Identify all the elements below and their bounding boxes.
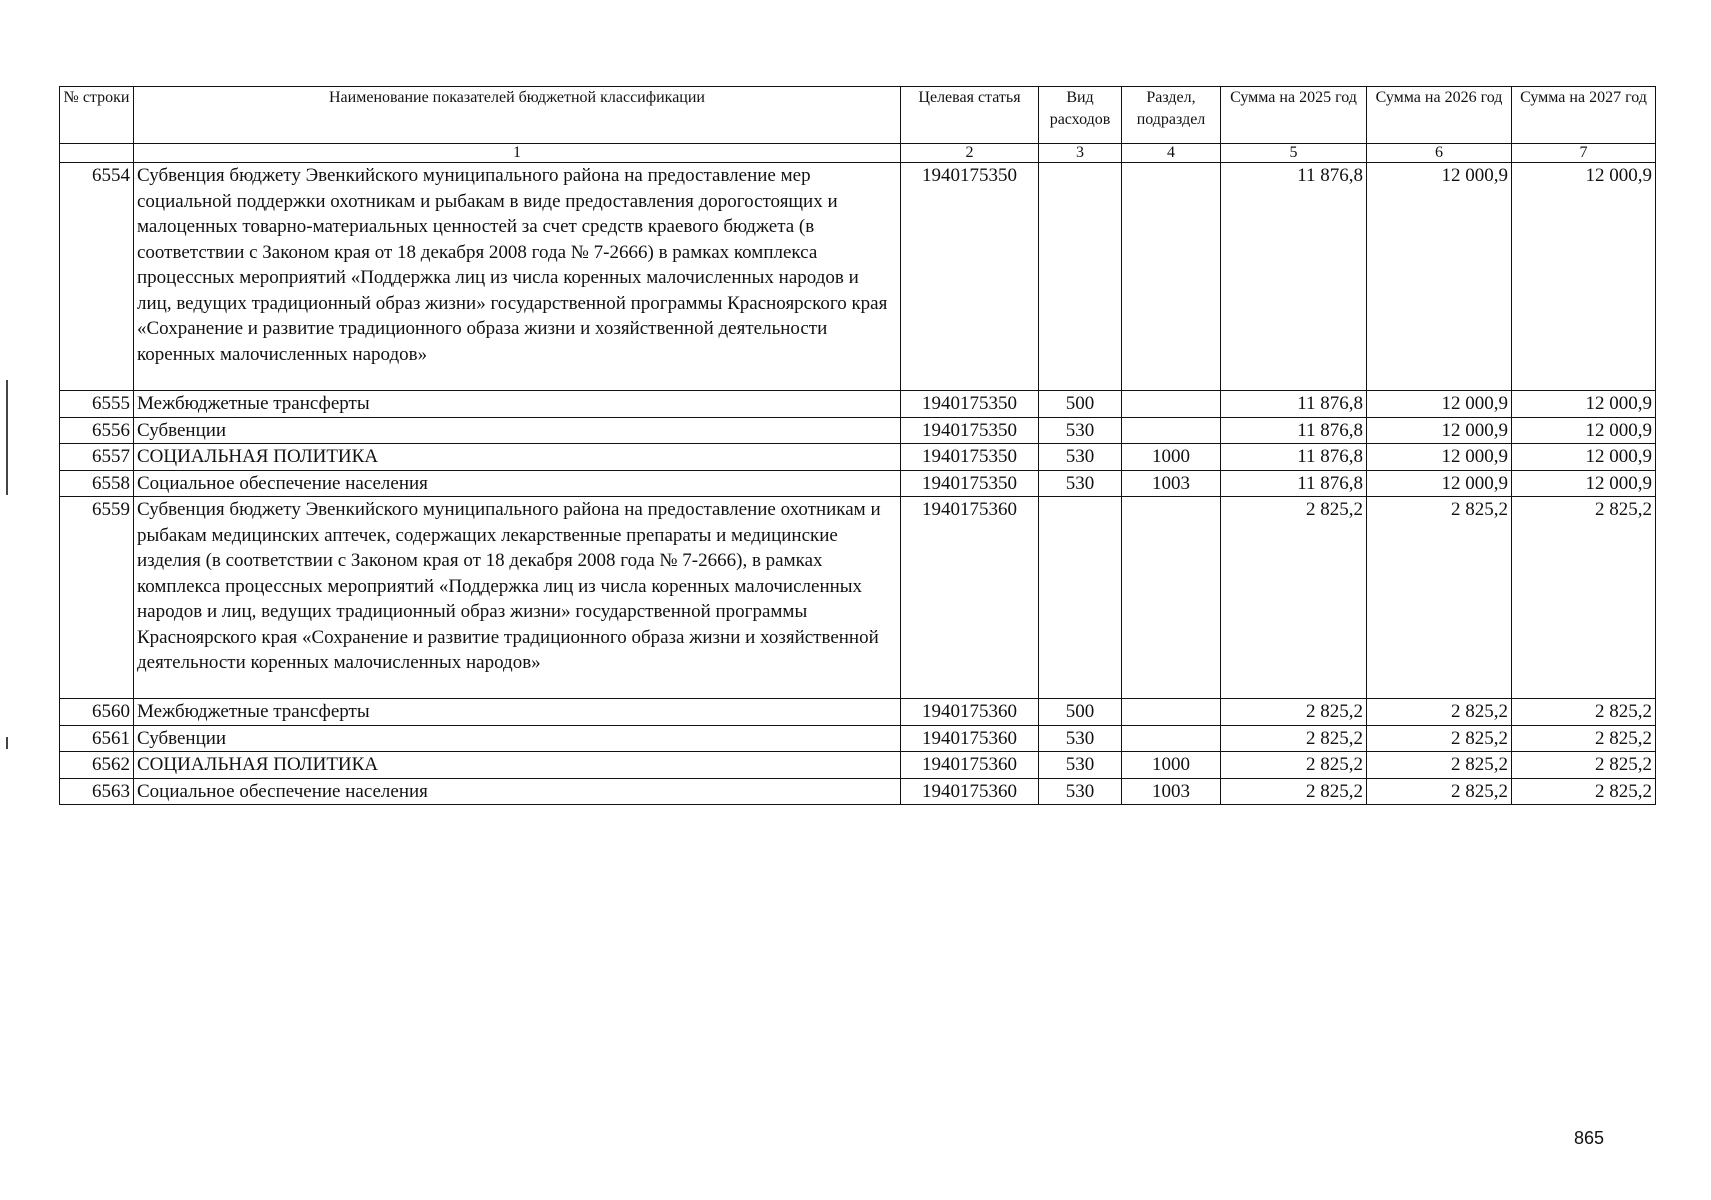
row-number: 6559 (60, 497, 134, 699)
row-target: 1940175360 (901, 725, 1039, 752)
margin-mark-1 (6, 380, 8, 495)
row-section (1122, 699, 1221, 726)
margin-mark-2 (6, 737, 8, 749)
row-name: Субвенции (134, 725, 901, 752)
header-sum-2027: Сумма на 2027 год (1512, 87, 1656, 144)
page-number: 865 (1574, 1128, 1605, 1148)
row-number: 6562 (60, 752, 134, 779)
row-sum-2027: 2 825,2 (1512, 725, 1656, 752)
row-name: Социальное обеспечение населения (134, 778, 901, 805)
row-target: 1940175350 (901, 391, 1039, 418)
row-target: 1940175360 (901, 699, 1039, 726)
row-name: Межбюджетные трансферты (134, 699, 901, 726)
row-kind: 530 (1039, 444, 1122, 471)
row-sum-2026: 2 825,2 (1367, 497, 1512, 699)
row-sum-2026: 12 000,9 (1367, 417, 1512, 444)
row-section (1122, 163, 1221, 391)
column-number: 5 (1221, 144, 1367, 163)
row-kind: 530 (1039, 778, 1122, 805)
row-sum-2026: 2 825,2 (1367, 725, 1512, 752)
row-target: 1940175350 (901, 470, 1039, 497)
row-number: 6563 (60, 778, 134, 805)
row-sum-2025: 11 876,8 (1221, 470, 1367, 497)
row-number: 6557 (60, 444, 134, 471)
row-sum-2026: 12 000,9 (1367, 391, 1512, 418)
row-target: 1940175360 (901, 497, 1039, 699)
row-name: СОЦИАЛЬНАЯ ПОЛИТИКА (134, 752, 901, 779)
row-number: 6558 (60, 470, 134, 497)
header-target: Целевая статья (901, 87, 1039, 144)
row-sum-2025: 11 876,8 (1221, 417, 1367, 444)
column-number: 4 (1122, 144, 1221, 163)
column-number: 2 (901, 144, 1039, 163)
row-sum-2027: 12 000,9 (1512, 470, 1656, 497)
row-sum-2025: 2 825,2 (1221, 725, 1367, 752)
row-name: Социальное обеспечение населения (134, 470, 901, 497)
row-name: СОЦИАЛЬНАЯ ПОЛИТИКА (134, 444, 901, 471)
row-section: 1000 (1122, 752, 1221, 779)
row-sum-2027: 2 825,2 (1512, 778, 1656, 805)
row-name: Субвенция бюджету Эвенкийского муниципального района на предоставление охотникам и рыбакам медицинских аптечек, содержащих лекарственные препараты и медицинские изделия (в соответствии с Законом края от 18 декабря 2008 года № 7-2666), в рамках комплекса процессных мероприятий «Поддержка лиц из числа коренных малочисленных народов и лиц, ведущих традиционный образ жизни» государственной программы Красноярского края «Сохранение и развитие традиционного образа жизни и хозяйственной деятельности коренных малочисленных народов» (134, 497, 901, 699)
row-sum-2026: 2 825,2 (1367, 752, 1512, 779)
row-sum-2025: 11 876,8 (1221, 163, 1367, 391)
row-target: 1940175360 (901, 752, 1039, 779)
row-sum-2025: 11 876,8 (1221, 444, 1367, 471)
row-sum-2025: 2 825,2 (1221, 752, 1367, 779)
row-kind: 530 (1039, 470, 1122, 497)
column-number: 1 (134, 144, 901, 163)
table-row (60, 470, 1656, 497)
row-number: 6554 (60, 163, 134, 391)
table-row (60, 752, 1656, 779)
row-target: 1940175350 (901, 163, 1039, 391)
column-number: 7 (1512, 144, 1656, 163)
row-section (1122, 391, 1221, 418)
row-sum-2025: 2 825,2 (1221, 699, 1367, 726)
row-sum-2025: 2 825,2 (1221, 497, 1367, 699)
row-number: 6555 (60, 391, 134, 418)
row-name: Субвенция бюджету Эвенкийского муниципального района на предоставление мер социальной поддержки охотникам и рыбакам в виде предоставления дорогостоящих и малоценных товарно-материальных ценностей за счет средств краевого бюджета (в соответствии с Законом края от 18 декабря 2008 года № 7-2666) в рамках комплекса процессных мероприятий «Поддержка лиц из числа коренных малочисленных народов и лиц, ведущих традиционный образ жизни» государственной программы Красноярского края «Сохранение и развитие традиционного образа жизни и хозяйственной деятельности коренных малочисленных народов» (134, 163, 901, 391)
row-kind: 530 (1039, 752, 1122, 779)
table-row (60, 699, 1656, 726)
row-target: 1940175350 (901, 417, 1039, 444)
row-sum-2026: 2 825,2 (1367, 778, 1512, 805)
header-sum-2026: Сумма на 2026 год (1367, 87, 1512, 144)
header-row-no: № строки (60, 87, 134, 144)
row-sum-2026: 12 000,9 (1367, 163, 1512, 391)
row-name: Межбюджетные трансферты (134, 391, 901, 418)
row-number: 6560 (60, 699, 134, 726)
row-sum-2027: 12 000,9 (1512, 444, 1656, 471)
row-sum-2026: 12 000,9 (1367, 470, 1512, 497)
row-sum-2025: 2 825,2 (1221, 778, 1367, 805)
row-section (1122, 417, 1221, 444)
table-row (60, 417, 1656, 444)
row-target: 1940175360 (901, 778, 1039, 805)
row-kind: 500 (1039, 699, 1122, 726)
table-row (60, 391, 1656, 418)
row-target: 1940175350 (901, 444, 1039, 471)
row-kind: 530 (1039, 725, 1122, 752)
row-section: 1000 (1122, 444, 1221, 471)
row-sum-2025: 11 876,8 (1221, 391, 1367, 418)
row-sum-2027: 12 000,9 (1512, 391, 1656, 418)
table-header-row (60, 87, 1656, 144)
column-number-row (60, 144, 1656, 163)
header-kind: Вид расходов (1039, 87, 1122, 144)
table-row (60, 725, 1656, 752)
row-kind: 530 (1039, 417, 1122, 444)
row-number: 6556 (60, 417, 134, 444)
header-section: Раздел, подраздел (1122, 87, 1221, 144)
header-sum-2025: Сумма на 2025 год (1221, 87, 1367, 144)
column-number: 6 (1367, 144, 1512, 163)
row-sum-2027: 12 000,9 (1512, 163, 1656, 391)
row-sum-2027: 2 825,2 (1512, 497, 1656, 699)
row-number: 6561 (60, 725, 134, 752)
table-row (60, 163, 1656, 391)
row-sum-2026: 12 000,9 (1367, 444, 1512, 471)
row-kind (1039, 497, 1122, 699)
table-row (60, 444, 1656, 471)
budget-table (59, 86, 1656, 805)
row-sum-2027: 2 825,2 (1512, 752, 1656, 779)
table-row (60, 497, 1656, 699)
row-section (1122, 497, 1221, 699)
row-section (1122, 725, 1221, 752)
row-name: Субвенции (134, 417, 901, 444)
row-kind (1039, 163, 1122, 391)
table-row (60, 778, 1656, 805)
row-section: 1003 (1122, 778, 1221, 805)
row-section: 1003 (1122, 470, 1221, 497)
row-sum-2026: 2 825,2 (1367, 699, 1512, 726)
column-number: 3 (1039, 144, 1122, 163)
row-sum-2027: 12 000,9 (1512, 417, 1656, 444)
header-name: Наименование показателей бюджетной классификации (134, 87, 901, 144)
row-kind: 500 (1039, 391, 1122, 418)
row-sum-2027: 2 825,2 (1512, 699, 1656, 726)
column-number-blank (60, 144, 134, 163)
